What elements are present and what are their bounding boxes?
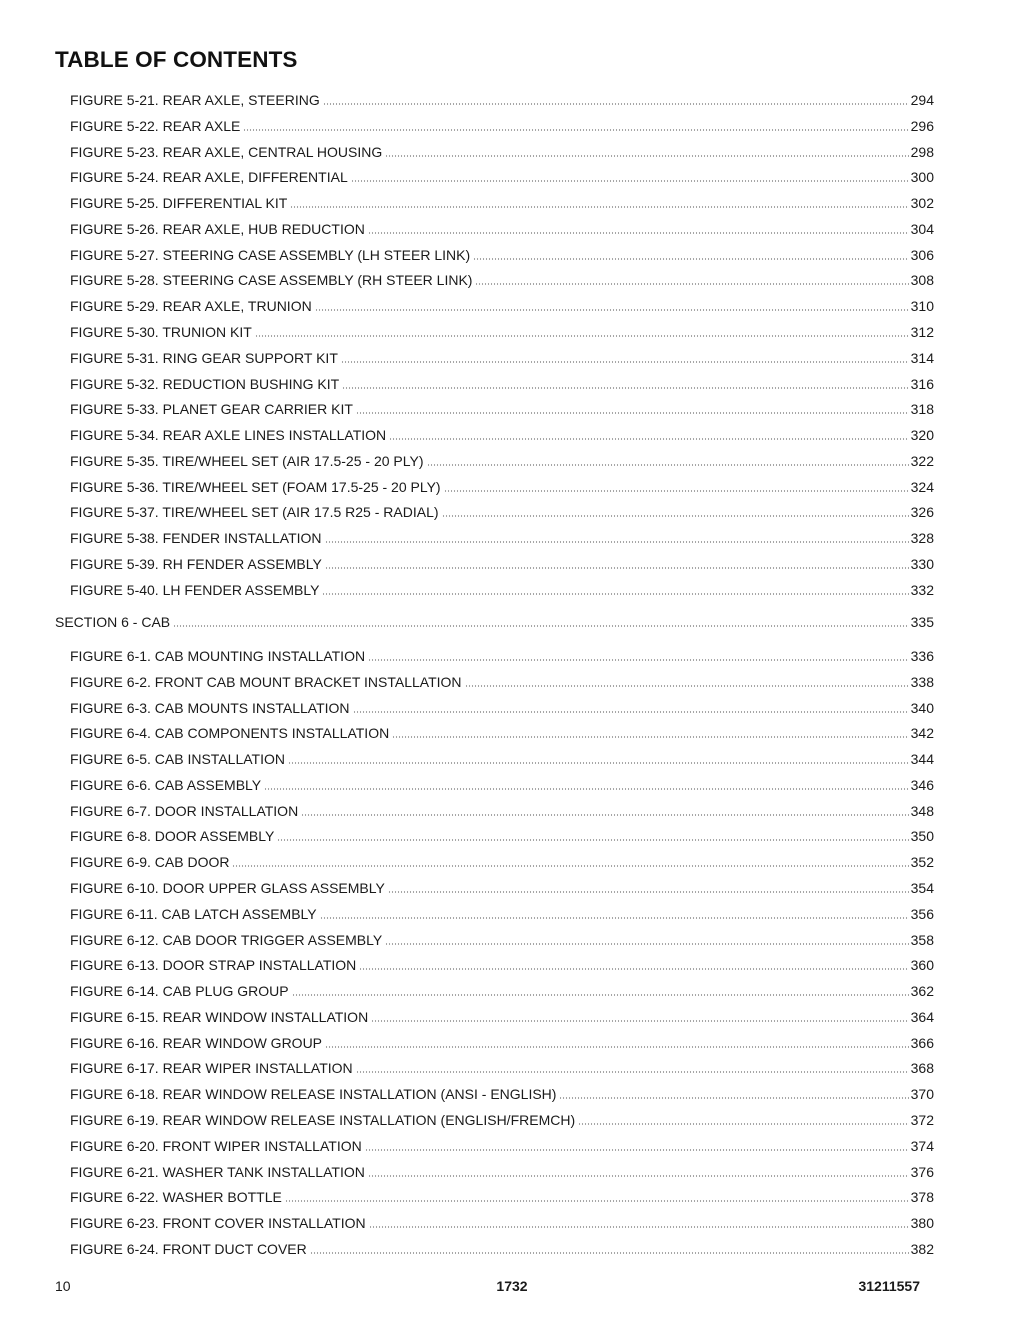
toc-entry-page: 350 bbox=[910, 828, 934, 844]
toc-entry[interactable] bbox=[70, 323, 934, 341]
toc-entry[interactable] bbox=[70, 168, 934, 186]
toc-entry-page: 316 bbox=[910, 376, 934, 392]
toc-entry-page: 296 bbox=[910, 118, 934, 134]
toc-entry-page: 304 bbox=[910, 221, 934, 237]
toc-entry[interactable] bbox=[70, 529, 934, 547]
dot-leader bbox=[310, 1252, 909, 1254]
toc-entry-page: 294 bbox=[910, 92, 934, 108]
toc-entry-page: 358 bbox=[910, 932, 934, 948]
toc-entry[interactable] bbox=[70, 853, 934, 871]
toc-entry[interactable] bbox=[70, 452, 934, 470]
toc-entry-label: FIGURE 5-30. TRUNION KIT bbox=[70, 324, 252, 340]
dot-leader bbox=[475, 283, 908, 285]
toc-entry-label: FIGURE 6-19. REAR WINDOW RELEASE INSTALLATION (ENGLISH/FREMCH) bbox=[70, 1112, 576, 1128]
toc-entry[interactable] bbox=[70, 724, 934, 742]
dot-leader bbox=[368, 1175, 909, 1177]
toc-entry-label: FIGURE 6-14. CAB PLUG GROUP bbox=[70, 983, 289, 999]
toc-entry-page: 320 bbox=[910, 427, 934, 443]
toc-entry[interactable] bbox=[70, 271, 934, 289]
toc-entry-label: FIGURE 5-27. STEERING CASE ASSEMBLY (LH STEER LINK) bbox=[70, 247, 471, 263]
toc-entry[interactable] bbox=[70, 503, 934, 521]
dot-leader bbox=[315, 309, 909, 311]
dot-leader bbox=[342, 387, 908, 389]
toc-entry[interactable] bbox=[70, 699, 934, 717]
dot-leader bbox=[322, 593, 908, 595]
dot-leader bbox=[385, 155, 908, 157]
toc-entry-label: FIGURE 6-12. CAB DOOR TRIGGER ASSEMBLY bbox=[70, 932, 383, 948]
toc-entry-label: FIGURE 6-6. CAB ASSEMBLY bbox=[70, 777, 262, 793]
dot-leader bbox=[578, 1123, 909, 1125]
toc-entry-label: FIGURE 5-25. DIFFERENTIAL KIT bbox=[70, 195, 288, 211]
toc-entry[interactable] bbox=[70, 349, 934, 367]
toc-entry-label: FIGURE 5-34. REAR AXLE LINES INSTALLATION bbox=[70, 427, 387, 443]
dot-leader bbox=[323, 103, 909, 105]
toc-entry[interactable] bbox=[70, 194, 934, 212]
toc-entry-label: FIGURE 5-29. REAR AXLE, TRUNION bbox=[70, 298, 312, 314]
toc-entry-label: FIGURE 6-4. CAB COMPONENTS INSTALLATION bbox=[70, 725, 390, 741]
toc-entry-page: 362 bbox=[910, 983, 934, 999]
toc-entry[interactable] bbox=[70, 1188, 934, 1206]
toc-entry-label: FIGURE 6-23. FRONT COVER INSTALLATION bbox=[70, 1215, 366, 1231]
toc-entry-page: 364 bbox=[910, 1009, 934, 1025]
toc-entry-page: 314 bbox=[910, 350, 934, 366]
toc-entry-label: FIGURE 5-28. STEERING CASE ASSEMBLY (RH STEER LINK) bbox=[70, 272, 473, 288]
toc-entry-page: 338 bbox=[910, 674, 934, 690]
toc-entry[interactable] bbox=[70, 1085, 934, 1103]
toc-entry-page: 360 bbox=[910, 957, 934, 973]
toc-entry-page: 356 bbox=[910, 906, 934, 922]
toc-entry-label: FIGURE 6-1. CAB MOUNTING INSTALLATION bbox=[70, 648, 366, 664]
toc-entry-label: FIGURE 6-2. FRONT CAB MOUNT BRACKET INSTALLATION bbox=[70, 674, 462, 690]
dot-leader bbox=[365, 1149, 909, 1151]
toc-entry[interactable] bbox=[70, 1059, 934, 1077]
toc-entry-page: 374 bbox=[910, 1138, 934, 1154]
toc-entry-page: 342 bbox=[910, 725, 934, 741]
dot-leader bbox=[243, 129, 908, 131]
toc-entry[interactable] bbox=[70, 750, 934, 768]
toc-entry-page: 352 bbox=[910, 854, 934, 870]
dot-leader bbox=[359, 968, 908, 970]
toc-entry-label: FIGURE 6-17. REAR WIPER INSTALLATION bbox=[70, 1060, 353, 1076]
toc-entry-label: FIGURE 5-40. LH FENDER ASSEMBLY bbox=[70, 582, 320, 598]
dot-leader bbox=[465, 685, 909, 687]
toc-entry[interactable] bbox=[70, 1214, 934, 1232]
toc-entry-label: FIGURE 6-8. DOOR ASSEMBLY bbox=[70, 828, 275, 844]
toc-entry-label: FIGURE 6-22. WASHER BOTTLE bbox=[70, 1189, 282, 1205]
toc-entry[interactable] bbox=[70, 1008, 934, 1026]
toc-entry-page: 306 bbox=[910, 247, 934, 263]
toc-entry-page: 330 bbox=[910, 556, 934, 572]
dot-leader bbox=[369, 1226, 909, 1228]
toc-section-entry[interactable] bbox=[55, 613, 934, 631]
dot-leader bbox=[285, 1200, 909, 1202]
toc-entry-label: FIGURE 6-21. WASHER TANK INSTALLATION bbox=[70, 1164, 365, 1180]
toc-entry-page: 310 bbox=[910, 298, 934, 314]
dot-leader bbox=[353, 711, 909, 713]
toc-entry-page: 372 bbox=[910, 1112, 934, 1128]
dot-leader bbox=[371, 1020, 908, 1022]
toc-entry-page: 324 bbox=[910, 479, 934, 495]
dot-leader bbox=[255, 335, 909, 337]
toc-entry[interactable] bbox=[70, 1137, 934, 1155]
toc-entry[interactable] bbox=[70, 400, 934, 418]
toc-entry-label: FIGURE 5-38. FENDER INSTALLATION bbox=[70, 530, 322, 546]
footer-page-number: 10 bbox=[55, 1278, 71, 1294]
dot-leader bbox=[232, 865, 908, 867]
toc-entry-label: FIGURE 5-24. REAR AXLE, DIFFERENTIAL bbox=[70, 169, 348, 185]
toc-entry-page: 300 bbox=[910, 169, 934, 185]
toc-entry-label: FIGURE 5-39. RH FENDER ASSEMBLY bbox=[70, 556, 322, 572]
dot-leader bbox=[292, 994, 909, 996]
dot-leader bbox=[173, 625, 909, 627]
toc-entry-page: 335 bbox=[910, 614, 934, 630]
dot-leader bbox=[444, 490, 909, 492]
dot-leader bbox=[277, 839, 908, 841]
toc-entry-label: FIGURE 5-37. TIRE/WHEEL SET (AIR 17.5 R25 - RADIAL) bbox=[70, 504, 439, 520]
toc-entry-label: FIGURE 5-33. PLANET GEAR CARRIER KIT bbox=[70, 401, 353, 417]
toc-entry[interactable] bbox=[70, 827, 934, 845]
toc-entry-page: 378 bbox=[910, 1189, 934, 1205]
toc-entry[interactable] bbox=[70, 647, 934, 665]
toc-entry-page: 312 bbox=[910, 324, 934, 340]
toc-entry-label: FIGURE 6-16. REAR WINDOW GROUP bbox=[70, 1035, 323, 1051]
toc-entry-label: FIGURE 6-9. CAB DOOR bbox=[70, 854, 230, 870]
dot-leader bbox=[325, 1046, 909, 1048]
toc-entry-label: FIGURE 5-26. REAR AXLE, HUB REDUCTION bbox=[70, 221, 365, 237]
toc-entry-label: FIGURE 5-32. REDUCTION BUSHING KIT bbox=[70, 376, 340, 392]
toc-entry[interactable] bbox=[70, 1240, 934, 1258]
toc-entry-page: 326 bbox=[910, 504, 934, 520]
toc-entry-label: FIGURE 6-5. CAB INSTALLATION bbox=[70, 751, 285, 767]
toc-entry[interactable] bbox=[70, 246, 934, 264]
toc-entry-page: 354 bbox=[910, 880, 934, 896]
toc-entry[interactable] bbox=[70, 1163, 934, 1181]
toc-entry-page: 302 bbox=[910, 195, 934, 211]
dot-leader bbox=[325, 541, 909, 543]
toc-entry-label: FIGURE 5-36. TIRE/WHEEL SET (FOAM 17.5-25 - 20 PLY) bbox=[70, 479, 441, 495]
toc-entry-label: SECTION 6 - CAB bbox=[55, 614, 171, 630]
dot-leader bbox=[290, 206, 908, 208]
toc-entry[interactable] bbox=[70, 802, 934, 820]
toc-entry[interactable] bbox=[70, 478, 934, 496]
dot-leader bbox=[301, 814, 908, 816]
toc-entry[interactable] bbox=[70, 673, 934, 691]
dot-leader bbox=[427, 464, 909, 466]
toc-entry-page: 382 bbox=[910, 1241, 934, 1257]
toc-entry[interactable] bbox=[70, 581, 934, 599]
dot-leader bbox=[473, 258, 908, 260]
dot-leader bbox=[320, 917, 909, 919]
toc-entry-page: 318 bbox=[910, 401, 934, 417]
toc-entry[interactable] bbox=[70, 931, 934, 949]
toc-entry-page: 332 bbox=[910, 582, 934, 598]
dot-leader bbox=[351, 180, 909, 182]
toc-entry[interactable] bbox=[70, 426, 934, 444]
toc-entry[interactable] bbox=[70, 879, 934, 897]
toc-entry-label: FIGURE 6-15. REAR WINDOW INSTALLATION bbox=[70, 1009, 369, 1025]
dot-leader bbox=[392, 736, 908, 738]
toc-entry[interactable] bbox=[70, 956, 934, 974]
toc-entry[interactable] bbox=[70, 143, 934, 161]
dot-leader bbox=[264, 788, 909, 790]
toc-entry-label: FIGURE 5-35. TIRE/WHEEL SET (AIR 17.5-25 - 20 PLY) bbox=[70, 453, 424, 469]
toc-entry-page: 308 bbox=[910, 272, 934, 288]
dot-leader bbox=[368, 659, 909, 661]
dot-leader bbox=[368, 232, 909, 234]
toc-entry[interactable] bbox=[70, 1034, 934, 1052]
toc-entry[interactable] bbox=[70, 220, 934, 238]
toc-entry-page: 346 bbox=[910, 777, 934, 793]
dot-leader bbox=[442, 515, 909, 517]
toc-entry-label: FIGURE 5-22. REAR AXLE bbox=[70, 118, 241, 134]
dot-leader bbox=[389, 438, 909, 440]
toc-entry-label: FIGURE 6-3. CAB MOUNTS INSTALLATION bbox=[70, 700, 350, 716]
toc-entry-page: 336 bbox=[910, 648, 934, 664]
toc-entry-page: 322 bbox=[910, 453, 934, 469]
dot-leader bbox=[388, 891, 909, 893]
dot-leader bbox=[356, 1071, 909, 1073]
toc-entry-page: 340 bbox=[910, 700, 934, 716]
toc-entry[interactable] bbox=[70, 117, 934, 135]
toc-entry-label: FIGURE 6-13. DOOR STRAP INSTALLATION bbox=[70, 957, 357, 973]
toc-entry-label: FIGURE 6-10. DOOR UPPER GLASS ASSEMBLY bbox=[70, 880, 385, 896]
toc-entry-page: 328 bbox=[910, 530, 934, 546]
toc-entry[interactable] bbox=[70, 982, 934, 1000]
toc-entry[interactable] bbox=[70, 297, 934, 315]
dot-leader bbox=[559, 1097, 908, 1099]
toc-entry-label: FIGURE 6-24. FRONT DUCT COVER bbox=[70, 1241, 307, 1257]
toc-entry-label: FIGURE 6-11. CAB LATCH ASSEMBLY bbox=[70, 906, 317, 922]
footer-part-number: 31211557 bbox=[858, 1278, 920, 1294]
toc-entry[interactable] bbox=[70, 555, 934, 573]
toc-entry-label: FIGURE 5-31. RING GEAR SUPPORT KIT bbox=[70, 350, 338, 366]
dot-leader bbox=[341, 361, 909, 363]
toc-entry-page: 370 bbox=[910, 1086, 934, 1102]
dot-leader bbox=[288, 762, 909, 764]
toc-entry-page: 344 bbox=[910, 751, 934, 767]
toc-entry-page: 376 bbox=[910, 1164, 934, 1180]
toc-entry-label: FIGURE 6-7. DOOR INSTALLATION bbox=[70, 803, 299, 819]
dot-leader bbox=[356, 412, 909, 414]
toc-entry-page: 368 bbox=[910, 1060, 934, 1076]
toc-entry[interactable] bbox=[70, 375, 934, 393]
toc-entry-label: FIGURE 6-20. FRONT WIPER INSTALLATION bbox=[70, 1138, 362, 1154]
toc-entry-page: 298 bbox=[910, 144, 934, 160]
toc-entry-page: 366 bbox=[910, 1035, 934, 1051]
dot-leader bbox=[385, 943, 908, 945]
toc-entry-label: FIGURE 6-18. REAR WINDOW RELEASE INSTALLATION (ANSI - ENGLISH) bbox=[70, 1086, 557, 1102]
toc-entry-label: FIGURE 5-23. REAR AXLE, CENTRAL HOUSING bbox=[70, 144, 383, 160]
toc-entry[interactable] bbox=[70, 905, 934, 923]
footer-model: 1732 bbox=[496, 1278, 528, 1294]
toc-entry[interactable] bbox=[70, 91, 934, 109]
toc-entry-page: 348 bbox=[910, 803, 934, 819]
toc-entry-label: FIGURE 5-21. REAR AXLE, STEERING bbox=[70, 92, 320, 108]
page-title: TABLE OF CONTENTS bbox=[55, 47, 298, 72]
toc-entry[interactable] bbox=[70, 776, 934, 794]
dot-leader bbox=[325, 567, 909, 569]
toc-entry[interactable] bbox=[70, 1111, 934, 1129]
toc-entry-page: 380 bbox=[910, 1215, 934, 1231]
